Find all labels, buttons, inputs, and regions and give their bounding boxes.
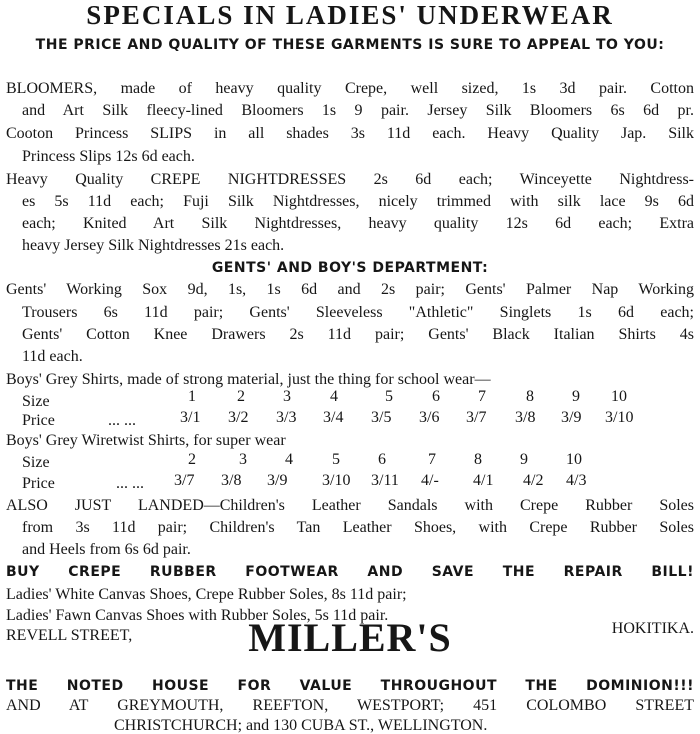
gents-line: Trousers 6s 11d pair; Gents' Sleeveless "Athletic" Singlets 1s 6d each; [22, 304, 694, 321]
price-value: 3/11 [371, 472, 399, 489]
boys-wiretwist-intro: Boys' Grey Wiretwist Shirts, for super wear [6, 432, 286, 449]
crepe-heading: BUY CREPE RUBBER FOOTWEAR AND SAVE THE REPAIR BILL! [6, 564, 694, 580]
price-value: 4/1 [473, 472, 494, 489]
ladies-line: and Art Silk fleecy-lined Bloomers 1s 9 pair. Jersey Silk Bloomers 6s 6d pr. [22, 102, 694, 119]
gents-line: Gents' Working Sox 9d, 1s, 1s 6d and 2s pair; Gents' Palmer Nap Working [6, 281, 694, 298]
also-line: from 3s 11d pair; Children's Tan Leather Shoes, with Crepe Rubber Soles [22, 519, 694, 536]
size-value: 2 [188, 451, 196, 468]
gents-heading: GENTS' AND BOY'S DEPARTMENT: [211, 260, 489, 276]
gents-line: Gents' Cotton Knee Drawers 2s 11d pair; Gents' Black Italian Shirts 4s [22, 326, 694, 343]
price-value: 4/3 [566, 472, 587, 489]
also-line: ALSO JUST LANDED—Children's Leather Sandals with Crepe Rubber Soles [6, 497, 694, 514]
price-label: Price [22, 475, 55, 492]
size-value: 9 [572, 388, 580, 405]
size-value: 4 [285, 451, 293, 468]
ladies-line: es 5s 11d each; Fuji Silk Nightdresses, nicely trimmed with silk lace 9s 6d [22, 193, 694, 210]
store-name: MILLER'S [248, 616, 452, 660]
boys-shirts-intro: Boys' Grey Shirts, made of strong material, just the thing for school wear— [6, 371, 491, 388]
ladies-line: Princess Slips 12s 6d each. [22, 148, 195, 165]
size-value: 8 [474, 451, 482, 468]
price-value: 3/6 [419, 409, 440, 426]
price-leader: ... ... [108, 412, 136, 429]
size-value: 4 [330, 388, 338, 405]
price-leader: ... ... [116, 475, 144, 492]
size-value: 6 [378, 451, 386, 468]
price-value: 3/3 [276, 409, 297, 426]
size-value: 5 [332, 451, 340, 468]
price-value: 3/1 [180, 409, 201, 426]
ladies-line: heavy Jersey Silk Nightdresses 21s each. [22, 237, 285, 254]
also-line: and Heels from 6s 6d pair. [22, 541, 191, 558]
price-value: 3/7 [174, 472, 195, 489]
size-value: 10 [566, 451, 582, 468]
price-value: 3/10 [605, 409, 634, 426]
size-value: 5 [385, 388, 393, 405]
size-value: 3 [283, 388, 291, 405]
ladies-line: BLOOMERS, made of heavy quality Crepe, well sized, 1s 3d pair. Cotton [6, 80, 694, 97]
price-value: 3/9 [267, 472, 288, 489]
size-value: 9 [520, 451, 528, 468]
ad-subtitle: THE PRICE AND QUALITY OF THESE GARMENTS IS SURE TO APPEAL TO YOU: [35, 37, 665, 53]
size-label: Size [22, 393, 50, 410]
price-value: 3/8 [221, 472, 242, 489]
size-value: 1 [188, 388, 196, 405]
price-value: 3/10 [322, 472, 351, 489]
price-label: Price [22, 412, 55, 429]
ad-title: SPECIALS IN LADIES' UNDERWEAR [86, 0, 614, 30]
price-value: 3/9 [561, 409, 582, 426]
size-value: 3 [239, 451, 247, 468]
gents-line: 11d each. [22, 348, 83, 365]
branches-line: CHRISTCHURCH; and 130 CUBA ST., WELLINGTON. [114, 717, 488, 734]
size-label: Size [22, 454, 50, 471]
price-value: 4/2 [523, 472, 544, 489]
footer-town: HOKITIKA. [611, 620, 694, 637]
ladies-line: Heavy Quality CREPE NIGHTDRESSES 2s 6d each; Winceyette Nightdress- [6, 171, 694, 188]
branches-line: AND AT GREYMOUTH, REEFTON, WESTPORT; 451 COLOMBO STREET [6, 697, 694, 714]
price-value: 3/2 [228, 409, 249, 426]
price-value: 3/7 [466, 409, 487, 426]
price-value: 4/- [421, 472, 439, 489]
price-value: 3/8 [515, 409, 536, 426]
size-value: 8 [526, 388, 534, 405]
ladies-line: each; Knited Art Silk Nightdresses, heavy quality 12s 6d each; Extra [22, 215, 694, 232]
footer-street: REVELL STREET, [6, 627, 133, 644]
size-value: 7 [428, 451, 436, 468]
size-value: 10 [611, 388, 627, 405]
size-value: 7 [478, 388, 486, 405]
size-value: 2 [237, 388, 245, 405]
ladies-line: Cooton Princess SLIPS in all shades 3s 11d each. Heavy Quality Jap. Silk [6, 125, 694, 142]
canvas-line: Ladies' White Canvas Shoes, Crepe Rubber Soles, 8s 11d pair; [6, 586, 407, 603]
size-value: 6 [432, 388, 440, 405]
canvas-line: Ladies' Fawn Canvas Shoes with Rubber Soles, 5s 11d pair. [6, 607, 389, 624]
price-value: 3/4 [323, 409, 344, 426]
price-value: 3/5 [371, 409, 392, 426]
slogan: THE NOTED HOUSE FOR VALUE THROUGHOUT THE DOMINION!!! [6, 678, 694, 694]
